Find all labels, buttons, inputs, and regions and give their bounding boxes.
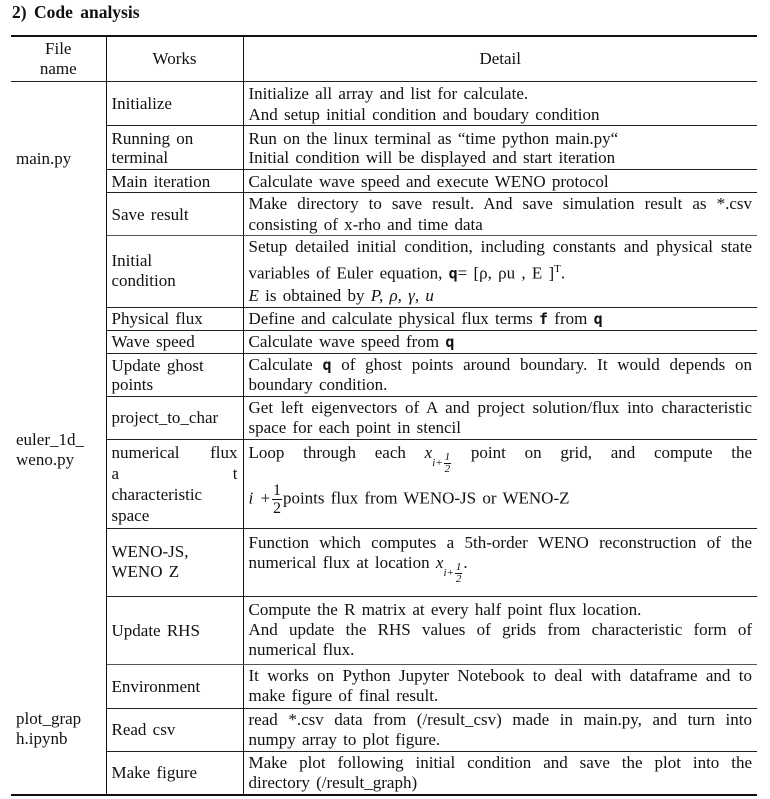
detail-cell — [243, 126, 757, 170]
fraction-half — [444, 452, 452, 475]
q-symbol: q — [445, 332, 455, 351]
detail-line: Initial condition will be displayed and start iteration — [248, 147, 616, 167]
detail-cell — [243, 596, 757, 664]
table-row — [11, 126, 757, 170]
variables-math: P, ρ, γ, u — [370, 285, 434, 305]
file-cell-main: main.py — [11, 82, 106, 236]
table-row — [11, 193, 757, 236]
work-cell: Initialize — [106, 82, 243, 126]
detail-cell — [243, 528, 757, 596]
table-row — [11, 528, 757, 596]
work-line: numerical flux — [111, 442, 238, 462]
header-file-line1: File — [45, 39, 72, 58]
sub-i-plus: i+ — [432, 456, 443, 469]
table-row — [11, 307, 757, 330]
work-cell: Wave speed — [106, 330, 243, 353]
frac-den: 2 — [272, 499, 281, 517]
detail-cell — [243, 236, 757, 308]
detail-cell — [243, 353, 757, 396]
q-vector-symbol: q — [448, 264, 458, 283]
fraction-half-large — [272, 482, 282, 517]
frac-den: 2 — [455, 572, 462, 585]
code-analysis-table — [11, 35, 757, 796]
subscript-i-plus-half — [432, 450, 452, 475]
x-symbol: x — [435, 552, 444, 572]
detail-text: from — [554, 308, 588, 328]
file-line: weno.py — [16, 449, 75, 469]
work-cell — [106, 236, 243, 308]
work-line: condition — [111, 271, 176, 291]
detail-line — [249, 442, 753, 482]
work-cell: project_to_char — [106, 396, 243, 439]
table-row — [11, 708, 757, 751]
work-cell — [106, 439, 243, 528]
file-line: euler_1d_ — [16, 429, 84, 449]
table-row — [11, 439, 757, 528]
detail-line: And update the RHS values of grids from characteristic form of numerical flux. — [248, 620, 752, 660]
detail-text: points flux from WENO-JS or WENO-Z — [282, 488, 570, 508]
work-line: a t — [111, 463, 238, 483]
file-cell-euler — [11, 236, 106, 665]
frac-den: 2 — [444, 462, 451, 475]
work-line: Initial — [111, 251, 153, 271]
detail-text: Define and calculate physical flux terms — [248, 308, 533, 328]
work-line: Update ghost — [111, 355, 204, 375]
table-row — [11, 596, 757, 664]
table-header-row — [11, 36, 757, 82]
work-line: WENO Z — [111, 562, 180, 582]
detail-cell: Get left eigenvectors of A and project solution/flux into characteristic space for each point in stencil — [243, 396, 757, 439]
work-line: space — [111, 505, 150, 525]
sub-i-plus: i+ — [443, 566, 454, 579]
detail-cell: Make directory to save result. And save simulation result as *.csv consisting of x-rho and time data — [243, 193, 757, 236]
work-line: terminal — [111, 147, 169, 167]
file-cell-plot — [11, 664, 106, 795]
section-heading: 2) Code analysis — [12, 2, 140, 22]
detail-line: And setup initial condition and boudary condition — [248, 104, 600, 124]
i-plus-math: i + — [248, 488, 271, 508]
work-line: characteristic — [111, 484, 203, 504]
period: . — [560, 263, 566, 283]
detail-cell — [243, 82, 757, 126]
q-vector-definition: = [ρ, ρu , E ] — [457, 263, 555, 283]
work-cell: Make figure — [106, 751, 243, 795]
table-row — [11, 236, 757, 308]
detail-text: point on grid, and compute the — [470, 442, 753, 462]
work-cell: Physical flux — [106, 307, 243, 330]
detail-cell — [243, 307, 757, 330]
header-detail: Detail — [479, 49, 522, 68]
detail-text: Loop through each — [248, 442, 406, 462]
detail-cell — [243, 330, 757, 353]
frac-num: 1 — [444, 450, 451, 463]
f-symbol: f — [539, 309, 549, 328]
detail-text: Calculate — [248, 354, 313, 374]
detail-cell: Calculate wave speed and execute WENO protocol — [243, 170, 757, 193]
work-cell — [106, 353, 243, 396]
period: . — [463, 552, 468, 572]
detail-text: Calculate wave speed from — [248, 331, 440, 351]
detail-line: Run on the linux terminal as “time python main.py“ — [248, 128, 619, 148]
work-cell: Environment — [106, 664, 243, 708]
detail-cell: It works on Python Jupyter Notebook to deal with dataframe and to make figure of final result. — [243, 664, 757, 708]
work-line: WENO-JS, — [111, 542, 189, 562]
work-cell: Main iteration — [106, 170, 243, 193]
detail-text: of ghost points around boundary. It would depends on boundary condition. — [248, 354, 753, 394]
file-line: plot_grap — [16, 709, 82, 729]
transpose-superscript: T — [554, 263, 561, 275]
header-file-name — [11, 36, 106, 82]
detail-line — [249, 482, 753, 517]
work-cell — [106, 126, 243, 170]
fraction-half — [455, 562, 463, 585]
table-row — [11, 396, 757, 439]
detail-text: Setup detailed initial condition, including constants and physical state variables of Euler equation, — [248, 237, 752, 283]
frac-num: 1 — [455, 560, 462, 573]
detail-line: Compute the R matrix at every half point flux location. — [248, 600, 642, 620]
detail-text: Function which computes a 5th-order WENO reconstruction of the numerical flux at location — [248, 532, 752, 572]
detail-cell — [243, 439, 757, 528]
work-cell: Update RHS — [106, 596, 243, 664]
detail-line: Initialize all array and list for calculate. — [248, 83, 529, 103]
energy-symbol: E — [248, 285, 259, 305]
work-line: Running on — [111, 128, 194, 148]
work-cell: Read csv — [106, 708, 243, 751]
detail-text: is obtained by — [265, 285, 365, 305]
detail-cell: read *.csv data from (/result_csv) made in main.py, and turn into numpy array to plot figure. — [243, 708, 757, 751]
header-works: Works — [106, 36, 243, 82]
frac-num: 1 — [272, 481, 281, 499]
q-symbol: q — [593, 309, 603, 328]
table-row — [11, 82, 757, 126]
table-row — [11, 664, 757, 708]
header-file-line2: name — [39, 59, 77, 78]
table-row — [11, 751, 757, 795]
detail-cell: Make plot following initial condition and save the plot into the directory (/result_graph) — [248, 752, 752, 792]
table-row — [11, 353, 757, 396]
q-symbol: q — [322, 355, 332, 374]
table-row — [11, 330, 757, 353]
x-symbol: x — [424, 442, 433, 462]
table-row — [11, 170, 757, 193]
file-line: h.ipynb — [16, 729, 68, 749]
subscript-i-plus-half — [443, 560, 463, 585]
work-line: points — [111, 374, 154, 394]
work-cell: Save result — [106, 193, 243, 236]
work-cell — [106, 528, 243, 596]
